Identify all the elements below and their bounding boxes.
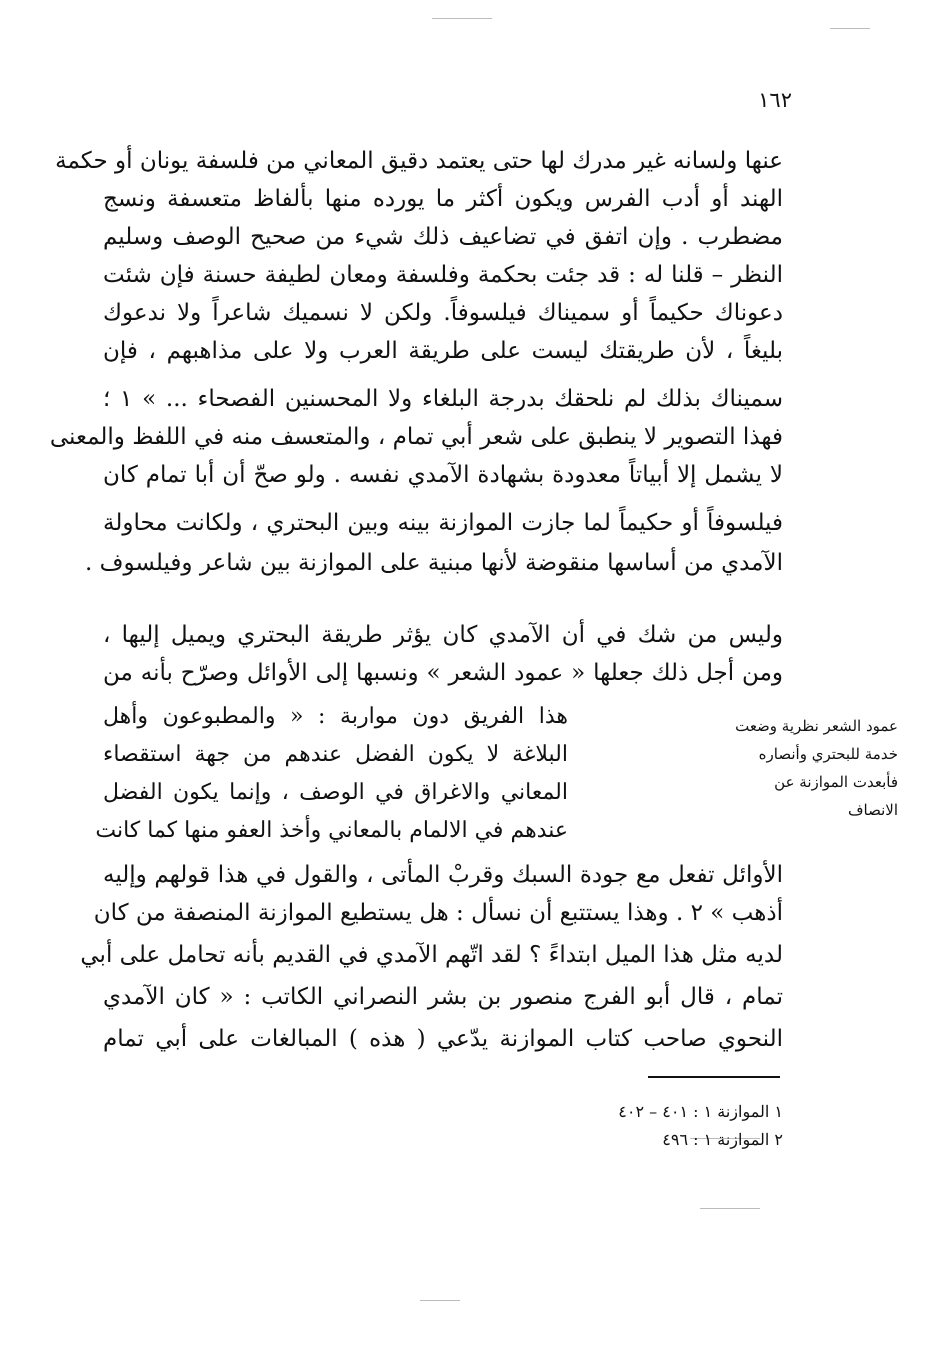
text-line: بليغاً ، لأن طريقتك ليست على طريقة العرب ولا على مذاهبهم ، فإن <box>103 338 783 364</box>
scan-speck <box>420 1300 460 1301</box>
margin-note-line: عمود الشعر نظرية وضعت <box>735 717 898 735</box>
margin-note-line: خدمة للبحتري وأنصاره <box>758 745 898 763</box>
footnote-divider <box>648 1076 780 1078</box>
text-line: مضطرب . وإن اتفق في تضاعيف ذلك شيء من صحيح الوصف وسليم <box>103 224 783 250</box>
text-line: فيلسوفاً أو حكيماً لما جازت الموازنة بينه وبين البحتري ، ولكانت محاولة <box>103 510 783 536</box>
footnote-2: ٢ الموازنة ١ : ٤٩٦ <box>662 1130 783 1149</box>
text-line: الأوائل تفعل مع جودة السبك وقربْ المأتى ، والقول في هذا قولهم وإليه <box>103 862 783 888</box>
margin-note <box>728 712 898 824</box>
text-line: عندهم في الالمام بالمعاني وأخذ العفو منها كما كانت <box>95 818 568 843</box>
scan-speck <box>432 18 492 19</box>
text-line: لديه مثل هذا الميل ابتداءً ؟ لقد اتّهم الآمدي في القديم بأنه تحامل على أبي <box>80 942 783 968</box>
text-line: المعاني والاغراق في الوصف ، وإنما يكون الفضل <box>103 780 568 805</box>
margin-note-line: الانصاف <box>847 801 898 819</box>
text-line: الآمدي من أساسها منقوضة لأنها مبنية على الموازنة بين شاعر وفيلسوف . <box>84 550 783 576</box>
text-line: تمام ، قال أبو الفرج منصور بن بشر النصراني الكاتب : « كان الآمدي <box>103 984 783 1010</box>
text-line: وليس من شك في أن الآمدي كان يؤثر طريقة البحتري ويميل إليها ، <box>103 622 783 648</box>
text-line: أذهب » ٢ . وهذا يستتبع أن نسأل : هل يستطيع الموازنة المنصفة من كان <box>93 900 783 926</box>
text-line: عنها ولسانه غير مدرك لها حتى يعتمد دقيق المعاني من فلسفة يونان أو حكمة <box>55 148 783 174</box>
text-line: لا يشمل إلا أبياتاً معدودة بشهادة الآمدي نفسه . ولو صحّ أن أبا تمام كان <box>103 462 783 488</box>
text-line: البلاغة لا يكون الفضل عندهم من جهة استقصاء <box>103 742 568 767</box>
scan-speck <box>700 1208 760 1209</box>
text-line: فهذا التصوير لا ينطبق على شعر أبي تمام ، والمتعسف منه في اللفظ والمعنى <box>49 424 783 450</box>
scan-speck <box>830 28 870 29</box>
page-number: ١٦٢ <box>758 88 792 112</box>
text-line: النظر – قلنا له : قد جئت بحكمة وفلسفة ومعان لطيفة حسنة فإن شئت <box>103 262 783 288</box>
text-line: الهند أو أدب الفرس ويكون أكثر ما يورده منها بألفاظ متعسفة ونسج <box>103 186 783 212</box>
text-line: النحوي صاحب كتاب الموازنة يدّعي ( هذه ) المبالغات على أبي تمام <box>103 1026 783 1052</box>
text-line: سميناك بذلك لم نلحقك بدرجة البلغاء ولا المحسنين الفصحاء ... » ١ ؛ <box>103 386 783 412</box>
text-line: ومن أجل ذلك جعلها « عمود الشعر » ونسبها إلى الأوائل وصرّح بأنه من <box>103 660 783 686</box>
text-line: دعوناك حكيماً أو سميناك فيلسوفاً. ولكن لا نسميك شاعراً ولا ندعوك <box>103 300 783 326</box>
text-line: هذا الفريق دون مواربة : « والمطبوعون وأهل <box>103 704 568 729</box>
margin-note-line: فأبعدت الموازنة عن <box>774 773 898 791</box>
footnote-1: ١ الموازنة ١ : ٤٠١ – ٤٠٢ <box>618 1102 783 1121</box>
